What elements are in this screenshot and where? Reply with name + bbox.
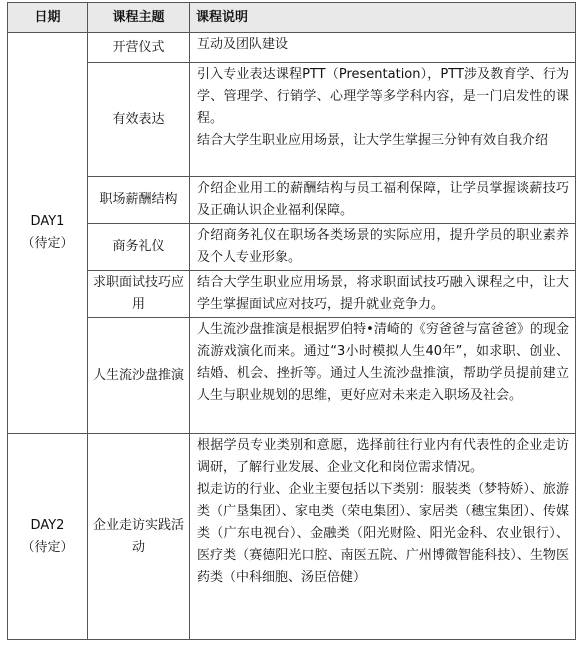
description-text: 介绍企业用工的薪酬结构与员工福利保障，让学员掌握谈薪技巧及正确认识企业福利保障。 (197, 181, 569, 218)
day2-note: （待定） (21, 539, 74, 555)
day2-label: DAY2 (30, 517, 65, 533)
header-date: 日期 (8, 3, 88, 33)
description-text: 介绍商务礼仪在职场各类场景的实际应用，提升学员的职业素养及个人专业形象。 (197, 228, 569, 265)
header-topic: 课程主题 (88, 3, 190, 33)
description-text: 结合大学生职业应用场景，让大学生掌握三分钟有效自我介绍 (197, 133, 549, 148)
day1-note: （待定） (21, 236, 74, 251)
description-cell (190, 318, 576, 434)
table-row (8, 177, 576, 224)
table-row (8, 63, 576, 177)
description-text: 人生流沙盘推演是根据罗伯特•清崎的《穷爸爸与富爸爸》的现金流游戏演化而来。通过“3小时模拟人生40年”，如求职、创业、结婚、机会、挫折等。通过人生流沙盘推演，帮助学员提前建立人生与职业规划的思维，更好应对未来走入职场及社会。 (197, 322, 569, 403)
table-row (8, 271, 576, 318)
header-description: 课程说明 (190, 3, 576, 33)
description-cell (190, 33, 576, 63)
description-text: 引入专业表达课程PTT（Presentation），PTT涉及教育学、行为学、管理学、行销学、心理学等多学科内容，是一门启发性的课程。 (197, 67, 569, 126)
topic-cell: 开营仪式 (88, 33, 190, 63)
description-text: 结合大学生职业应用场景，将求职面试技巧融入课程之中，让大学生掌握面试应对技巧，提升就业竞争力。 (197, 275, 569, 312)
table-row (8, 434, 576, 640)
topic-cell: 有效表达 (88, 63, 190, 177)
description-cell (190, 177, 576, 224)
description-cell (190, 271, 576, 318)
description-cell (190, 63, 576, 177)
description-text: 根据学员专业类别和意愿，选择前往行业内有代表性的企业走访调研，了解行业发展、企业文化和岗位需求情况。 (197, 438, 569, 475)
table-row (8, 318, 576, 434)
header-row (8, 3, 576, 33)
description-cell (190, 224, 576, 271)
description-cell (190, 434, 576, 640)
topic-cell: 职场薪酬结构 (88, 177, 190, 224)
table-row (8, 33, 576, 63)
description-text: 互动及团队建设 (197, 37, 289, 52)
day2-date-cell (8, 434, 88, 640)
topic-cell: 人生流沙盘推演 (88, 318, 190, 434)
topic-cell: 企业走访实践活动 (88, 434, 190, 640)
description-text: 拟走访的行业、企业主要包括以下类别：服装类（梦特娇）、旅游类（广垦集团）、家电类（荣电集团）、家居类（穗宝集团）、传媒类（广东电视台）、金融类（阳光财险、阳光金科、农业银行）、医疗类（赛德阳光口腔、南医五院、广州博微智能科技）、生物医药类（中科细胞、汤臣倍健） (197, 482, 569, 585)
topic-cell: 商务礼仪 (88, 224, 190, 271)
course-schedule-table (7, 2, 576, 640)
day1-date-cell (8, 33, 88, 434)
topic-cell: 求职面试技巧应用 (88, 271, 190, 318)
table-row (8, 224, 576, 271)
day1-label: DAY1 (30, 214, 65, 229)
